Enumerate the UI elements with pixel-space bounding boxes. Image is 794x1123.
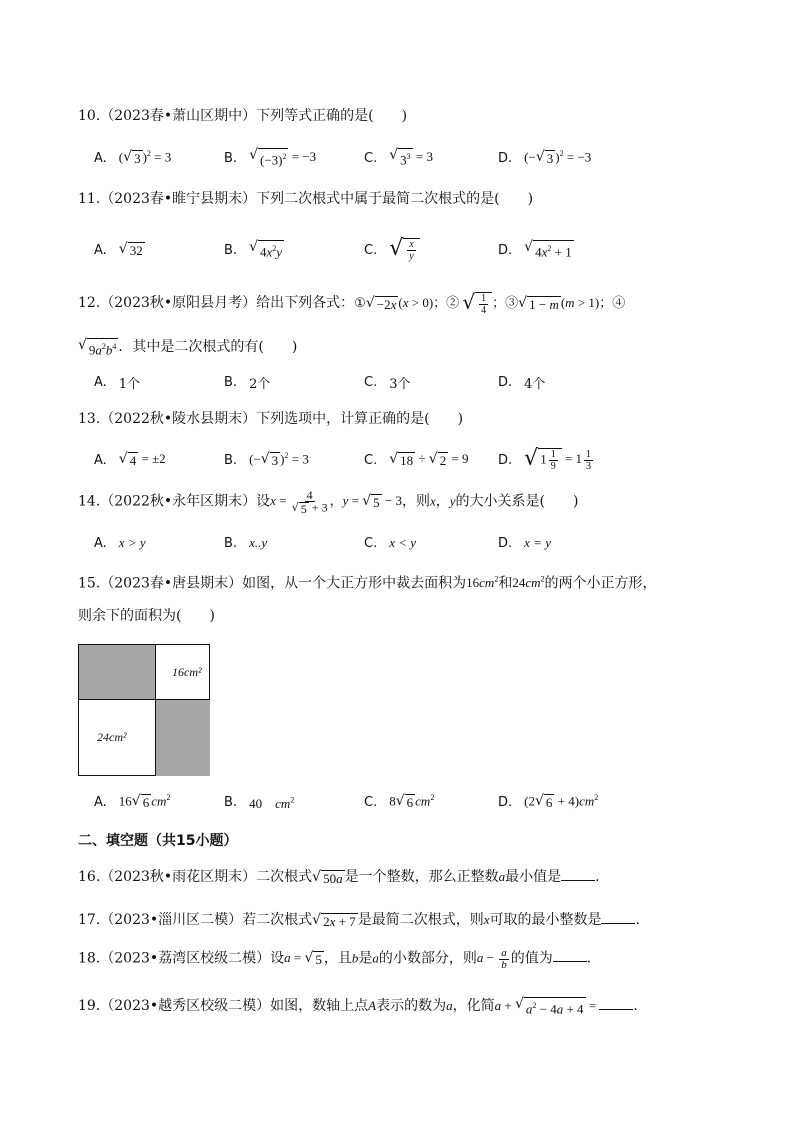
question-stem: 如图，从一个大正方形中裁去面积为 xyxy=(242,575,467,592)
question-15-cont: 则余下的面积为( ) xyxy=(78,608,215,624)
section-title: 二、填空题（共15小题） xyxy=(78,833,238,849)
option-d[interactable]: D. 4个 xyxy=(498,374,546,392)
options-q14 xyxy=(94,529,714,557)
expressions: ① √ −2x (x > 0)；② √ $\frac{1}{4}$ ；③ √ 1 − m (m > 1)；④ xyxy=(354,290,626,316)
question-number: 11. xyxy=(78,191,101,207)
question-stem: 下列选项中，计算正确的是( ) xyxy=(256,411,464,427)
option-b[interactable]: B. √ $(-3)^2$ = −3 xyxy=(224,146,317,168)
question-12-cont: √ $9a^2b^4$ ．其中是二次根式的有( ) xyxy=(78,336,298,358)
answer-blank[interactable] xyxy=(561,868,595,881)
option-b[interactable]: B. x..y xyxy=(224,535,268,551)
question-number: 15. xyxy=(78,575,101,592)
option-d[interactable]: D. (− √ 3 )$^2$ = −3 xyxy=(498,148,592,166)
squares-figure xyxy=(78,644,210,776)
question-stem: 给出下列各式： xyxy=(256,294,355,311)
small-square-16: 16cm² xyxy=(156,645,210,700)
gray-region-bottom-right xyxy=(156,700,210,776)
question-15: 15.（2023春•唐县期末）如图，从一个大正方形中裁去面积为$16cm^2$和$24cm^2$的两个小正方形， xyxy=(78,575,657,592)
question-number: 14. xyxy=(78,493,101,510)
option-a[interactable]: A. 1个 xyxy=(94,374,141,392)
option-b[interactable]: B. 2个 xyxy=(224,374,271,392)
options-q11 xyxy=(94,236,714,264)
option-d[interactable]: D. (2 √ 6 + $4)cm^2$ xyxy=(498,792,599,810)
question-source: （2022秋•陵水县期末） xyxy=(100,411,257,427)
question-number: 13. xyxy=(78,411,101,427)
question-12 xyxy=(78,292,728,316)
option-b[interactable]: B. (− √ 3 )$^2$ = 3 xyxy=(224,450,309,468)
options-q10 xyxy=(94,144,714,172)
question-number: 12. xyxy=(78,294,101,311)
answer-blank[interactable] xyxy=(599,997,633,1010)
question-stem: 设 xyxy=(256,493,271,510)
question-stem: 下列等式正确的是( ) xyxy=(256,108,408,124)
option-b[interactable]: B. √ $4x^2y$ xyxy=(224,238,283,260)
small-square-24: 24cm² xyxy=(79,700,156,776)
option-d[interactable]: D. √ 1 $\frac{1}{9}$ = 1 $\frac{1}{3}$ xyxy=(498,446,592,472)
option-c[interactable]: C. √ 18 ÷ √ 2 = 9 xyxy=(364,450,469,468)
option-a[interactable]: A. ( √ 3 )$^2$ = 3 xyxy=(94,148,172,166)
question-stem: 下列二次根式中属于最简二次根式的是( ) xyxy=(256,191,534,207)
question-18: 18.（2023•荔湾区校级二模）设a = √ 5 ，且b是a的小数部分，则a − $\frac{a}{b}$ 的值为 . xyxy=(78,947,592,971)
question-10 xyxy=(78,106,728,126)
question-16: 16.（2023秋•雨花区期末）二次根式 √ 50a 是一个整数，那么正整数a最小值是 . xyxy=(78,868,600,886)
question-19: 19.（2023•越秀区校级二模）如图，数轴上点A表示的数为a，化简a + √ $a^2 - 4a + 4$ = . xyxy=(78,995,638,1017)
answer-blank[interactable] xyxy=(601,911,635,924)
question-source: （2023秋•原阳县月考） xyxy=(100,294,257,311)
option-a[interactable]: A. √ 4 = ±2 xyxy=(94,450,166,468)
question-source: （2023春•萧山区期中） xyxy=(100,108,257,124)
question-14: 14.（2022秋•永年区期末）设x = 4 √ 5 + 3 ，y = √ 5 − 3，则x，y的大小关系是( ) xyxy=(78,488,579,516)
question-source: （2023春•睢宁县期末） xyxy=(100,191,257,207)
question-number: 10. xyxy=(78,108,101,124)
option-d[interactable]: D. √ $4x^2 + 1$ xyxy=(498,238,572,260)
question-source: （2022秋•永年区期末） xyxy=(100,493,257,510)
question-source: （2023春•唐县期末） xyxy=(100,575,243,592)
options-q15 xyxy=(94,788,714,816)
option-a[interactable]: A. 16 √ 6 $cm^2$ xyxy=(94,792,171,810)
options-q12 xyxy=(94,368,714,396)
answer-blank[interactable] xyxy=(553,949,587,962)
option-b[interactable]: B. 40 $cm^2$ xyxy=(224,794,295,811)
option-c[interactable]: C. √ $\frac{x}{y}$ xyxy=(364,236,420,264)
option-c[interactable]: C. 8 √ 6 $cm^2$ xyxy=(364,792,435,810)
question-13 xyxy=(78,409,728,429)
option-d[interactable]: D. x = y xyxy=(498,535,551,551)
gray-region-top-left xyxy=(79,645,156,700)
option-a[interactable]: A. √ 32 xyxy=(94,240,143,258)
option-c[interactable]: C. x < y xyxy=(364,535,417,551)
question-17: 17.（2023•淄川区二模）若二次根式 √ 2x + 7 是最简二次根式，则x可取的最小整数是 . xyxy=(78,911,640,929)
options-q13 xyxy=(94,446,714,474)
option-a[interactable]: A. x > y xyxy=(94,535,146,551)
option-c[interactable]: C. 3个 xyxy=(364,374,411,392)
option-c[interactable]: C. √ $3^3$ = 3 xyxy=(364,146,433,168)
question-11 xyxy=(78,189,728,209)
